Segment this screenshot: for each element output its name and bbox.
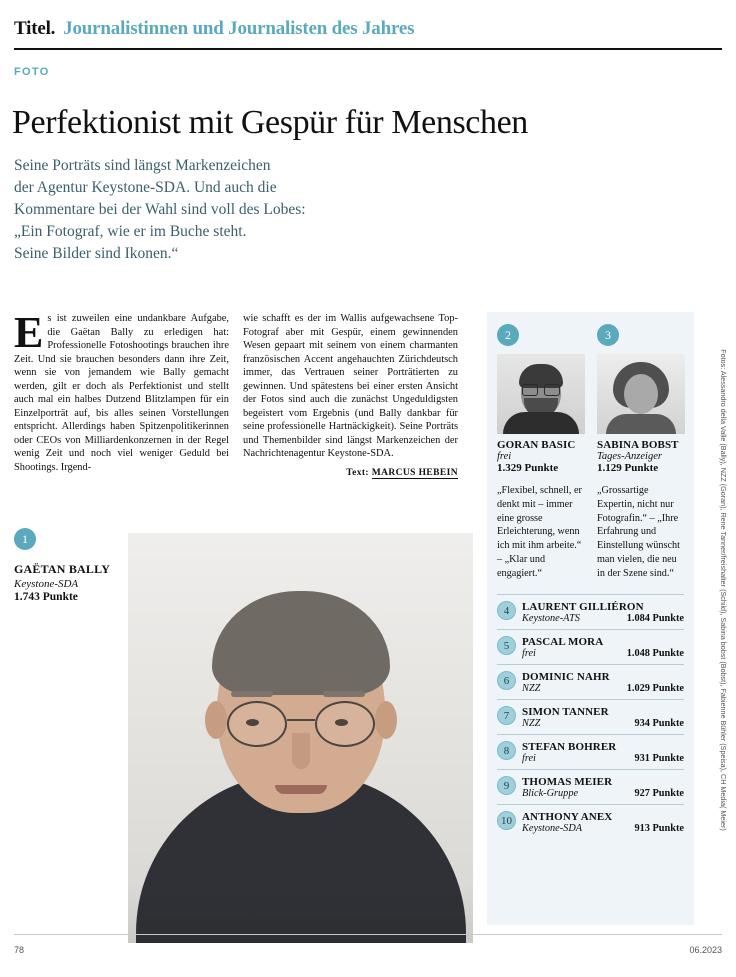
runner-up-3-quote: „Grossartige Expertin, nicht nur Fotografin.“ – „Ihre Erfahrung und Einstellung wünscht man vielen, die neu in der Szene sind.“ [597, 485, 680, 579]
runner-up-3-org: Tages-Anzeiger [597, 451, 662, 462]
photo-glasses-bridge [287, 719, 315, 721]
rank-points-6: 1.029 Punkte [626, 683, 684, 695]
rank-number-5: 5 [497, 636, 516, 655]
body-column-1 [14, 308, 229, 474]
runner-up-3 [597, 324, 685, 580]
photo-credit-wrap [719, 349, 734, 930]
rank-name-9: THOMAS MEIER [522, 776, 613, 789]
section-label: FOTO [14, 66, 50, 78]
rank-number-3: 3 [597, 324, 619, 346]
rank-org-8: frei [522, 753, 536, 765]
list-item [497, 804, 684, 839]
rank-points-9: 927 Punkte [634, 788, 684, 800]
rank-points-8: 931 Punkte [634, 753, 684, 765]
runners-up-row [497, 324, 684, 580]
byline-author: MARCUS HEBEIN [371, 467, 458, 478]
rank-number-6: 6 [497, 671, 516, 690]
body-text-2: wie schafft es der im Wallis aufgewachsene Top-Fotograf aber mit Gespür, einem gewinnenden Wesen gepaart mit seinem von einem charmanten französischen Accent angehauchten Zürichdeutsch immer, das Vertrauen seiner Porträtierten zu gewinnen. Und spätestens bei einer ersten Ansicht der Fotos sind auch die zunächst Ungeduldigsten begeistert vom Ergebnis (und Bally dankbar für seine professionelle Hartnäckigkeit). Seine Porträts und Themenbilder sind längst Markenzeichen der Nachrichtenagentur Keystone-SDA. [243, 313, 458, 460]
photo-glasses-left [227, 701, 287, 747]
photo-glasses-left-2 [522, 384, 538, 396]
header-title: Journalistinnen und Journalisten des Jahres [63, 18, 415, 39]
ranking-list [497, 594, 684, 839]
runner-up-3-photo [597, 354, 685, 434]
list-item [497, 664, 684, 699]
rank-points-5: 1.048 Punkte [626, 648, 684, 660]
rank-points-10: 913 Punkte [634, 823, 684, 835]
winner-info [14, 562, 134, 603]
header-kicker: Titel. [14, 18, 56, 39]
runner-up-2-points: 1.329 Punkte [497, 462, 559, 474]
runner-up-2-name: GORAN BASIC [497, 439, 576, 451]
ranking-sidebar [487, 312, 694, 925]
header-divider [14, 48, 722, 50]
lead-line-5: Seine Bilder sind Ikonen.“ [14, 245, 179, 262]
byline-prefix: Text: [346, 467, 369, 478]
rank-org-7: NZZ [522, 718, 541, 730]
winner-points: 1.743 Punkte [14, 591, 78, 603]
photo-ear-right [375, 701, 397, 739]
photo-glasses-right [315, 701, 375, 747]
rank-badge-2-row [497, 324, 585, 346]
photo-body-3 [606, 414, 676, 434]
page-number: 78 [14, 945, 25, 955]
rank-name-5: PASCAL MORA [522, 636, 604, 649]
rank-name-10: ANTHONY ANEX [522, 811, 613, 824]
lead-line-4: „Ein Fotograf, wie er im Buche steht. [14, 223, 247, 240]
rank-org-4: Keystone-ATS [522, 613, 580, 625]
runner-up-3-points: 1.129 Punkte [597, 462, 659, 474]
photo-credit: Fotos: Alessandro della Valle (Bally), NZZ (Goran), Rene Tanner/freishalter (Schild), Sabina bobst (Bobst), Fabienne Bühler (Speisa), CH Media( Meier) [719, 349, 728, 831]
body-text-1: s ist zuweilen eine undankbare Aufgabe, die Gaëtan Bally zu erledigen hat: Professionelle Fotoshootings brauchen ihre Zeit. Und sie brauchen besonders dann ihre Zeit, wenn sie von jemandem wie Bally gemacht werden, gilt er doch als Perfektionist und stellt auch mal ein halbes Dutzend Blitzlampen für ein Einzelporträt auf, bis alles seinen Vorstellungen entspricht. Allerdings haben Spitzenpolitikerinnen oder CEOs von Milliardenkonzernen in der Regel wenig Zeit und noch viel weniger Geduld bei Shootings. Irgend- [14, 313, 229, 473]
lead-paragraph [14, 155, 434, 265]
runner-up-3-name: SABINA BOBST [597, 439, 679, 451]
photo-ear-left [205, 701, 227, 739]
rank-org-5: frei [522, 648, 536, 660]
lead-line-1: Seine Porträts sind längst Markenzeichen [14, 157, 271, 174]
runner-up-2-photo [497, 354, 585, 434]
rank-name-6: DOMINIC NAHR [522, 671, 610, 684]
rank-name-7: SIMON TANNER [522, 706, 609, 719]
list-item [497, 734, 684, 769]
rank-number-9: 9 [497, 776, 516, 795]
rank-number-1: 1 [14, 528, 36, 550]
page-title: Perfektionist mit Gespür für Menschen [12, 103, 528, 141]
rank-number-4: 4 [497, 601, 516, 620]
byline [243, 467, 458, 479]
lead-line-2: der Agentur Keystone-SDA. Und auch die [14, 179, 277, 196]
photo-face-3 [624, 374, 658, 414]
photo-brow-left [231, 691, 273, 697]
photo-glasses-right-2 [544, 384, 560, 396]
page-header [14, 18, 722, 40]
photo-body-2 [503, 412, 579, 434]
lead-line-3: Kommentare bei der Wahl sind voll des Lobes: [14, 201, 306, 218]
rank-org-9: Blick-Gruppe [522, 788, 579, 800]
footer-divider [14, 934, 722, 935]
list-item [497, 594, 684, 629]
photo-nose [292, 733, 310, 769]
issue-date: 06.2023 [689, 945, 722, 955]
rank-points-7: 934 Punkte [634, 718, 684, 730]
list-item [497, 769, 684, 804]
rank-org-10: Keystone-SDA [522, 823, 583, 835]
rank-org-6: NZZ [522, 683, 541, 695]
list-item [497, 629, 684, 664]
rank-badge-1 [14, 528, 36, 550]
rank-name-4: LAURENT GILLIÉRON [522, 601, 644, 614]
winner-org: Keystone-SDA [14, 578, 79, 590]
runner-up-2-quote: „Flexibel, schnell, er denkt mit – immer eine grosse Erleichterung, wenn ich mit ihm arbeite.“ – „Klar und engagiert.“ [497, 485, 582, 579]
body-column-2 [243, 312, 458, 479]
rank-points-4: 1.084 Punkte [626, 613, 684, 625]
rank-number-10: 10 [497, 811, 516, 830]
runner-up-2-org: frei [497, 451, 512, 462]
photo-brow-right [323, 691, 365, 697]
rank-number-2: 2 [497, 324, 519, 346]
rank-number-7: 7 [497, 706, 516, 725]
drop-cap: E [14, 308, 44, 357]
rank-badge-3-row [597, 324, 685, 346]
main-portrait-photo [128, 533, 473, 943]
runner-up-2 [497, 324, 585, 580]
photo-mouth [275, 785, 327, 794]
list-item [497, 699, 684, 734]
rank-name-8: STEFAN BOHRER [522, 741, 617, 754]
winner-name: GAËTAN BALLY [14, 562, 111, 576]
rank-number-8: 8 [497, 741, 516, 760]
